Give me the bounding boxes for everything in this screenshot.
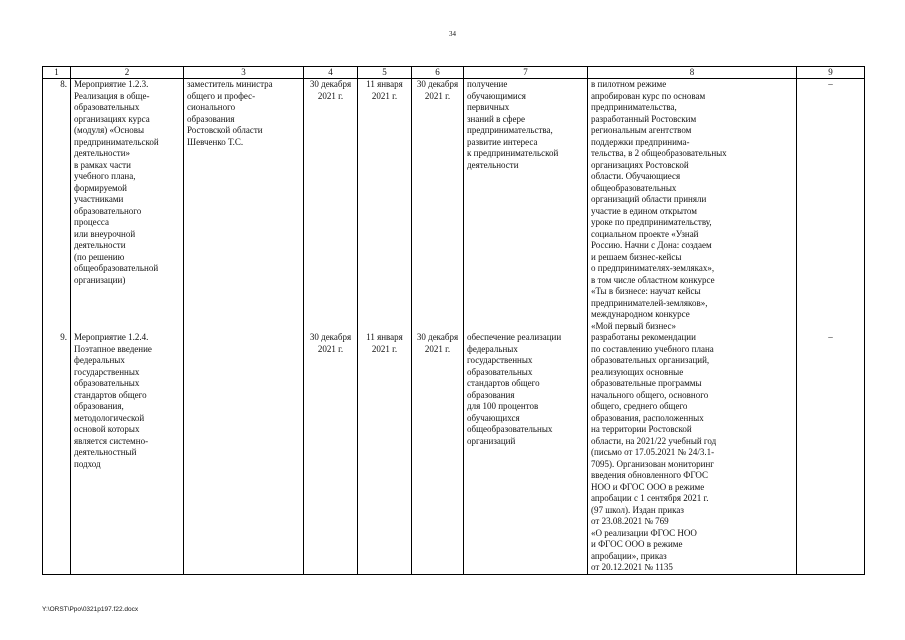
- header-cell: 7: [464, 67, 588, 79]
- end-date-cell: 30 декабря 2021 г.: [412, 332, 464, 574]
- plan-date-cell: 30 декабря 2021 г.: [304, 79, 358, 333]
- table-row: [43, 79, 865, 333]
- header-cell: 1: [43, 67, 71, 79]
- header-cell: 3: [184, 67, 304, 79]
- row-number: 8.: [43, 79, 71, 333]
- expected-result-cell: получение обучающимися первичных знаний в сфере предпринимательства, развитие интереса к предпринимательской деятельности: [464, 79, 588, 333]
- measure-cell: Мероприятие 1.2.4. Поэтапное введение федеральных государственных образовательных стандартов общего образования, методологической основой которых является системно- деятельностный подход: [71, 332, 184, 574]
- end-date-cell: 30 декабря 2021 г.: [412, 79, 464, 333]
- responsible-cell: заместитель министра общего и профес- сионального образования Ростовской области Шевченко Т.С.: [184, 79, 304, 333]
- header-cell: 6: [412, 67, 464, 79]
- table-row: [43, 332, 865, 574]
- actual-result-cell: разработаны рекомендации по составлению учебного плана образовательных организаций, реализующих основные образовательные программы начального общего, основного общего, среднего общего образования, расположенных на территории Ростовской области, на 2021/22 учебный год (письмо от 17.05.2021 № 24/3.1- 7095). Организован мониторинг введения обновленного ФГОС НОО и ФГОС ООО в режиме апробации с 1 сентября 2021 г. (97 школ). Издан приказ от 23.08.2021 № 769 «О реализации ФГОС НОО и ФГОС ООО в режиме апробации», приказ от 20.12.2021 № 1135: [588, 332, 797, 574]
- report-table: [42, 66, 865, 575]
- actual-result-cell: в пилотном режиме апробирован курс по основам предпринимательства, разработанный Ростовским региональным агентством поддержки предпринима- тельства, в 2 общеобразовательных организациях Ростовской области. Обучающиеся общеобразовательных организаций области приняли участие в едином открытом уроке по предпринимательству, социальном проекте «Узнай Россию. Начни с Дона: создаем и решаем бизнес-кейсы о предпринимателях-земляках», в том числе областном конкурсе «Ты в бизнесе: научат кейсы предпринимателей-земляков», международном конкурсе «Мой первый бизнес»: [588, 79, 797, 333]
- header-cell: 5: [358, 67, 412, 79]
- note-cell: –: [797, 332, 865, 574]
- header-cell: 8: [588, 67, 797, 79]
- header-cell: 4: [304, 67, 358, 79]
- responsible-cell: [184, 332, 304, 574]
- header-row: [43, 67, 865, 79]
- header-cell: 2: [71, 67, 184, 79]
- footer-file-path: Y:\ORST\Ppo\0321p197.f22.docx: [42, 606, 139, 613]
- plan-date-cell: 30 декабря 2021 г.: [304, 332, 358, 574]
- expected-result-cell: обеспечение реализации федеральных государственных образовательных стандартов общего образования для 100 процентов обучающихся общеобразовательных организаций: [464, 332, 588, 574]
- start-date-cell: 11 января 2021 г.: [358, 332, 412, 574]
- measure-cell: Мероприятие 1.2.3. Реализация в обще- образовательных организациях курса (модуля) «Основы предпринимательской деятельности» в рамках части учебного плана, формируемой участниками образовательного процесса или внеурочной деятельности (по решению общеобразовательной организации): [71, 79, 184, 333]
- row-number: 9.: [43, 332, 71, 574]
- header-cell: 9: [797, 67, 865, 79]
- note-cell: –: [797, 79, 865, 333]
- page-number: 34: [449, 30, 456, 38]
- start-date-cell: 11 января 2021 г.: [358, 79, 412, 333]
